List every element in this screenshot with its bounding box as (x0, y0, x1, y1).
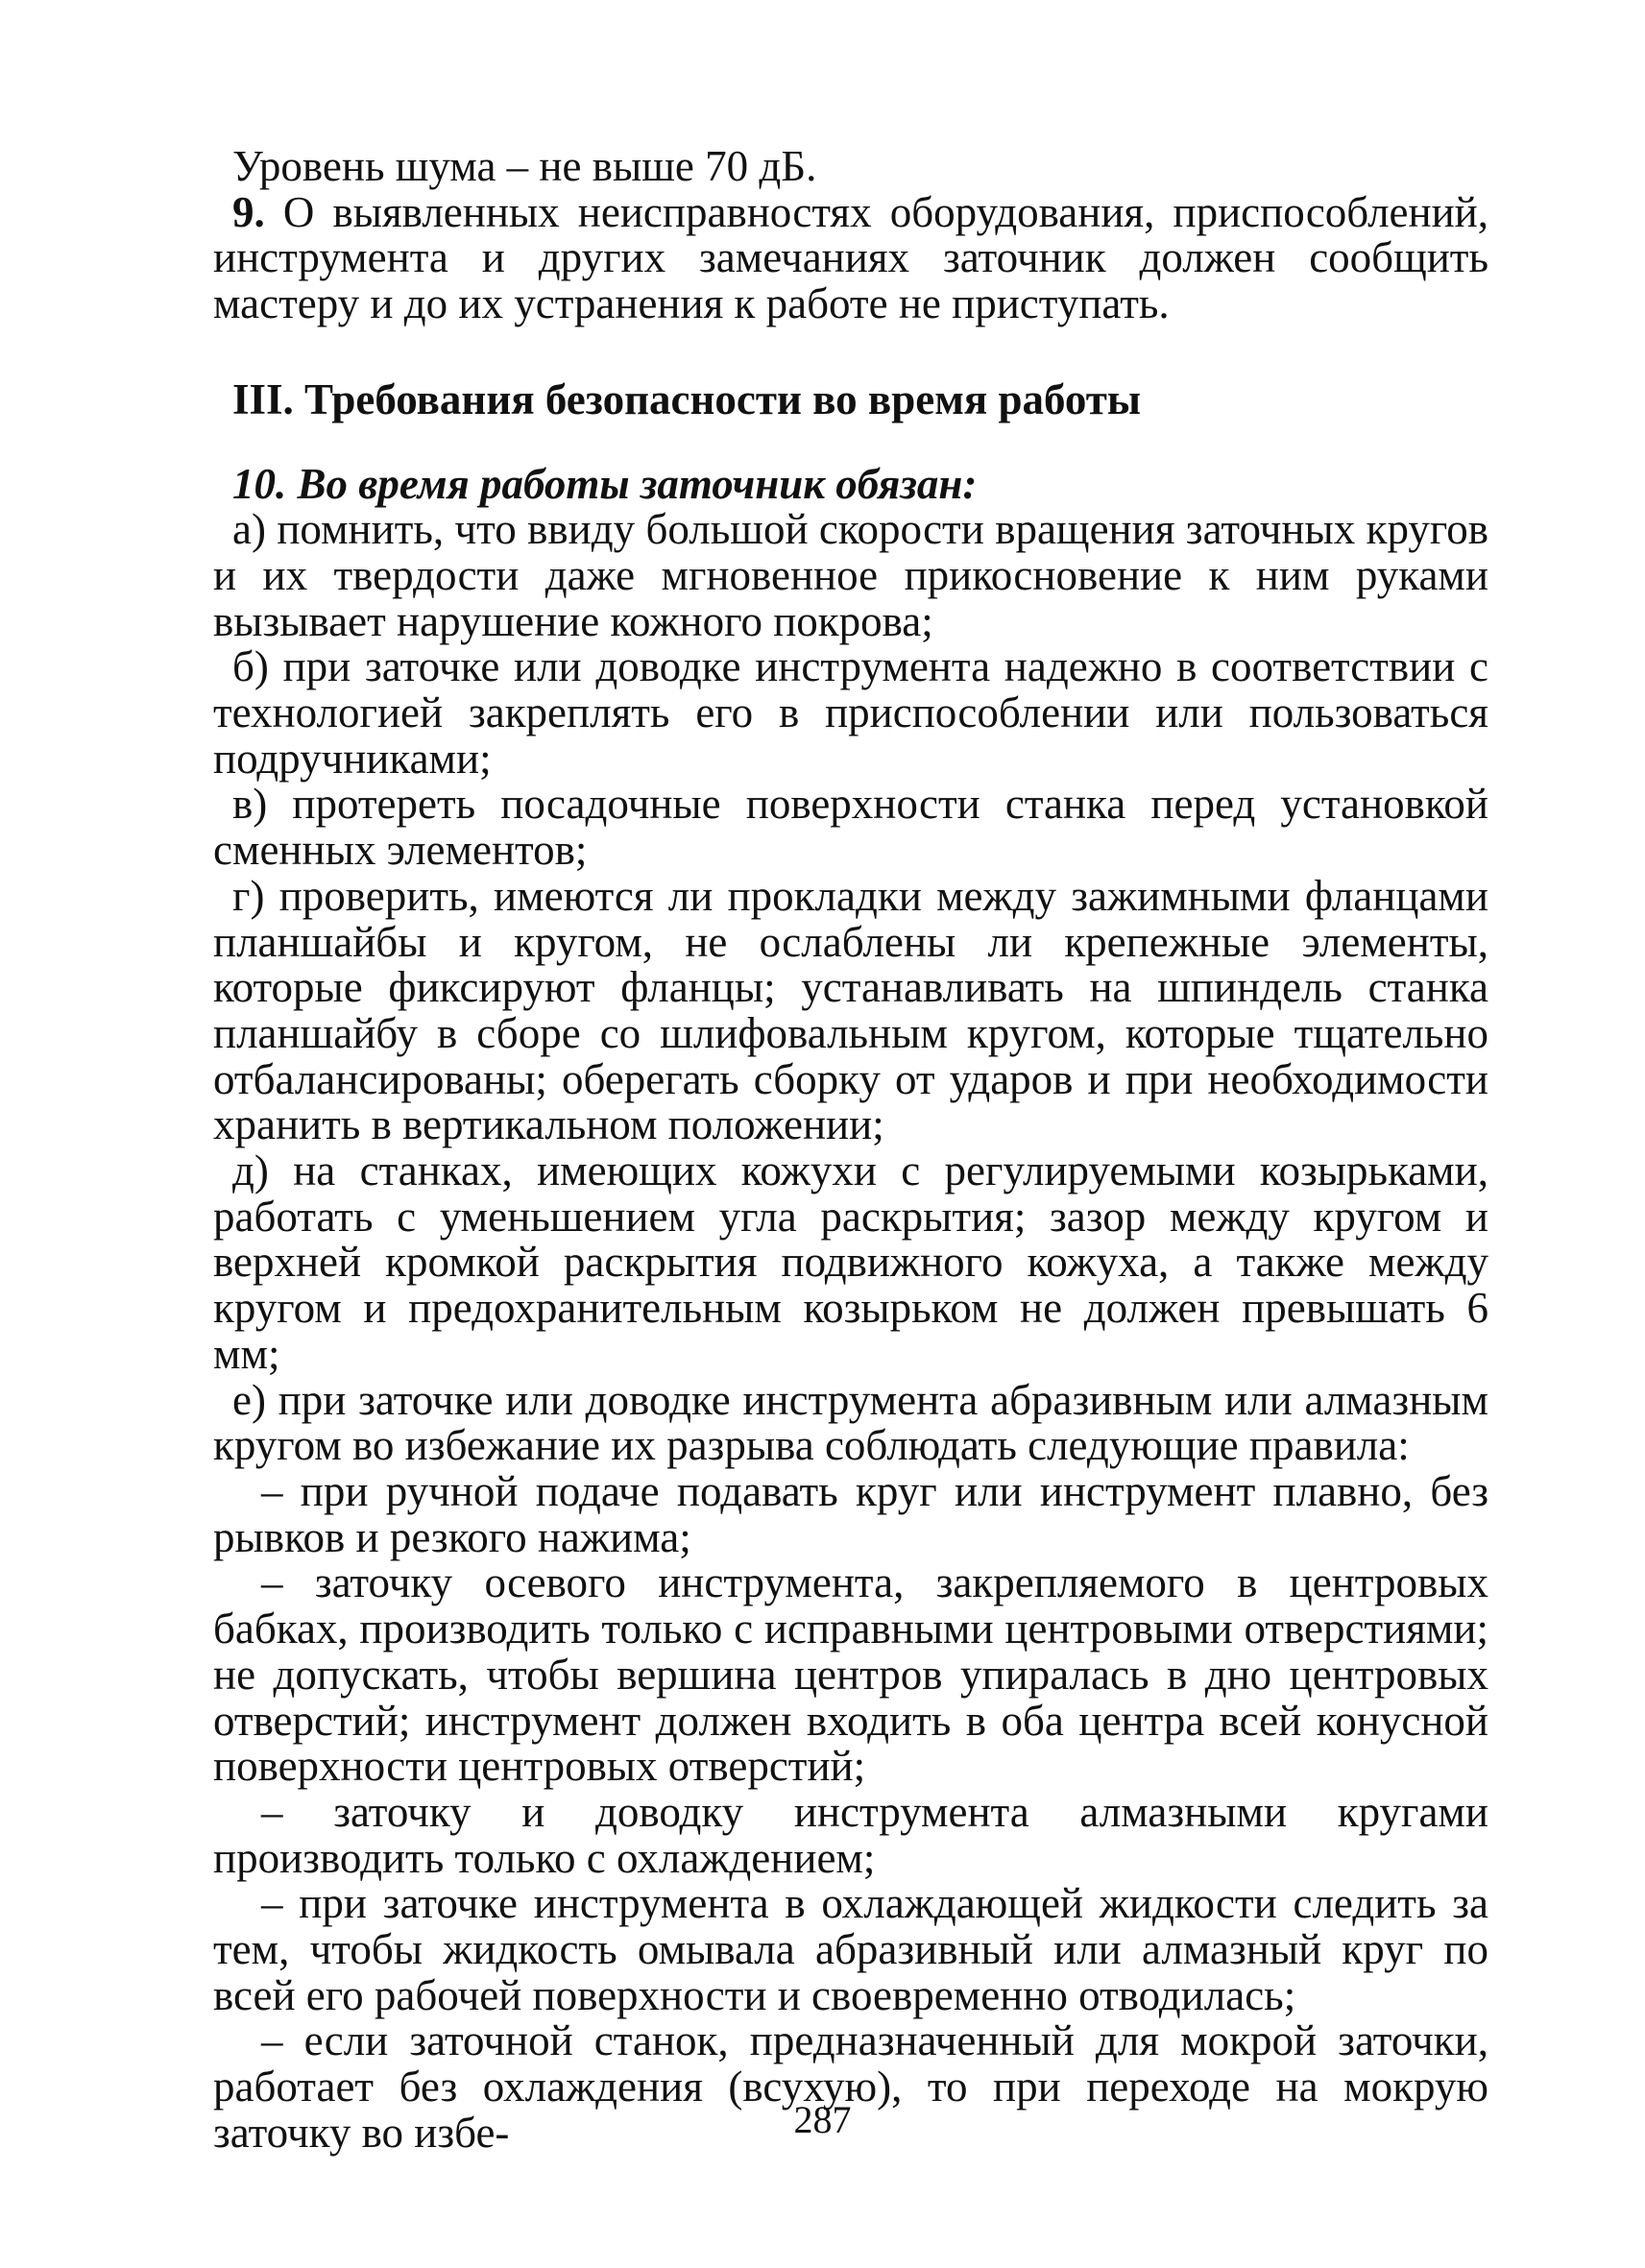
sub-item-wet-grinding: – если заточной станок, предназначенный для мокрой заточки, работает без охлаждения (всухую), то при переходе на мокрую заточку во избе- (213, 2016, 1488, 2157)
item-10-lead (213, 459, 1488, 508)
sub-item-diamond-cooling: – заточку и доводку инструмента алмазными кругами производить только с охлаждением; (213, 1787, 1488, 1882)
sub-item-manual-feed: – при ручной подаче подавать круг или инструмент плавно, без рывков и резкого нажима; (213, 1466, 1488, 1561)
noise-level-line: Уровень шума – не выше 70 дБ. (232, 142, 817, 190)
item-9-paragraph (213, 187, 1488, 328)
paragraph-a: а) помнить, что ввиду большой скорости вращения заточных кругов и их твердости даже мгновенное прикосновение к ним руками вызывает нарушение кожного покрова; (213, 505, 1488, 645)
paragraph-v: в) протереть посадочные поверхности станка перед установкой сменных элементов; (213, 780, 1488, 875)
section-heading: III. Требования безопасности во время работы (232, 374, 1142, 423)
page-body (213, 144, 1488, 2157)
item-10-lead-text: Во время работы заточник обязан: (286, 459, 978, 508)
item-10-number: 10. (232, 459, 287, 508)
paragraph-e: е) при заточке или доводке инструмента абразивным или алмазным кругом во избежание их разрыва соблюдать следующие правила: (213, 1375, 1488, 1470)
item-9-text: О выявленных неисправностях оборудования, приспособлений, инструмента и других замечаниях заточник должен сообщить мастеру и до их устранения к работе не приступать. (213, 187, 1488, 328)
item-9-number: 9. (232, 187, 265, 236)
paragraph-d: д) на станках, имеющих кожухи с регулируемыми козырьками, работать с уменьшением угла раскрытия; зазор между кругом и верхней кромкой раскрытия подвижного кожуха, а также между кругом и предохранительным козырьком не должен превышать 6 мм; (213, 1146, 1488, 1378)
sub-item-coolant-flow: – при заточке инструмента в охлаждающей жидкости следить за тем, чтобы жидкость омывала абразивный или алмазный круг по всей его рабочей поверхности и своевременно отводилась; (213, 1879, 1488, 2019)
sub-item-axial-tool: – заточку осевого инструмента, закрепляемого в центровых бабках, производить только с исправными центровыми отверстиями; не допускать, чтобы вершина центров упиралась в дно центровых отверстий; инструмент должен входить в оба центра всей конусной поверхности центровых отверстий; (213, 1558, 1488, 1791)
paragraph-g: г) проверить, имеются ли прокладки между зажимными фланцами планшайбы и кругом, не ослаблены ли крепежные элементы, которые фиксируют фланцы; устанавливать на шпиндель станка планшайбу в сборе со шлифовальным кругом, которые тщательно отбалансированы; оберегать сборку от ударов и при необходимости хранить в вертикальном положении; (213, 871, 1488, 1149)
paragraph-b: б) при заточке или доводке инструмента надежно в соответствии с технологией закреплять его в приспособлении или пользоваться подручниками; (213, 642, 1488, 783)
page-number: 287 (793, 2098, 852, 2141)
